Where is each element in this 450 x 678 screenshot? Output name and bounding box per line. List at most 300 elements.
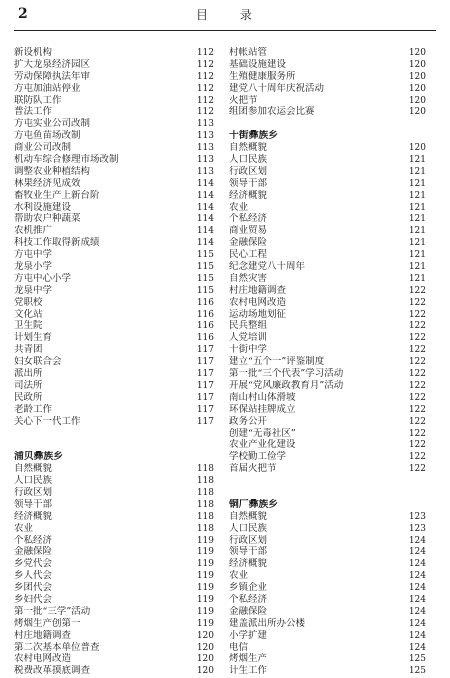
entry-title: 第一批“三个代表”学习活动 <box>229 368 344 380</box>
toc-column-right <box>229 47 426 677</box>
toc-entry[interactable] <box>14 225 214 237</box>
entry-page-number: 122 <box>408 440 426 451</box>
entry-title: 商业公司改制 <box>14 142 72 154</box>
entry-title: 经济概貌 <box>14 510 53 522</box>
toc-entry[interactable] <box>14 190 214 202</box>
toc-entry[interactable] <box>14 535 214 547</box>
entry-title: 关心下一代工作 <box>14 415 81 427</box>
toc-entry[interactable] <box>229 213 426 225</box>
toc-entry[interactable] <box>229 594 426 606</box>
entry-title: 金融保险 <box>229 237 268 249</box>
toc-entry[interactable] <box>14 83 214 95</box>
entry-title: 建党八十周年庆祝活动 <box>229 82 325 94</box>
entry-page-number: 119 <box>196 606 214 617</box>
entry-page-number: 117 <box>196 416 214 427</box>
toc-entry[interactable] <box>229 297 426 309</box>
entry-page-number: 118 <box>196 487 214 498</box>
entry-title: 人口民族 <box>14 475 53 487</box>
section-title: 十街彝族乡 <box>229 130 278 142</box>
toc-entry[interactable] <box>229 344 426 356</box>
entry-page-number: 116 <box>196 309 214 320</box>
entry-page-number: 122 <box>408 333 426 344</box>
toc-entry[interactable] <box>14 546 214 558</box>
toc-entry[interactable] <box>14 344 214 356</box>
spacer <box>14 439 214 451</box>
entry-title: 烤烟生产创第一 <box>14 617 81 629</box>
entry-title: 第二次基本单位普查 <box>14 641 100 653</box>
entry-page-number: 113 <box>196 166 214 177</box>
toc-entry[interactable] <box>14 142 214 154</box>
entry-title: 计生工作 <box>229 665 268 677</box>
entry-page-number: 124 <box>408 642 426 653</box>
entry-title: 农业产业化建设 <box>229 439 296 451</box>
toc-entry[interactable] <box>229 356 426 368</box>
toc-entry[interactable] <box>229 606 426 618</box>
entry-page-number: 124 <box>408 606 426 617</box>
entry-title: 机动车综合修理市场改制 <box>14 154 119 166</box>
entry-page-number: 112 <box>196 48 214 58</box>
spacer <box>14 428 214 440</box>
toc-entry[interactable] <box>14 392 214 404</box>
entry-title: 妇女联合会 <box>14 356 62 368</box>
toc-entry[interactable] <box>14 356 214 368</box>
entry-page-number: 117 <box>196 345 214 356</box>
toc-entry[interactable] <box>14 261 214 273</box>
entry-page-number: 124 <box>408 571 426 582</box>
entry-page-number: 117 <box>196 404 214 415</box>
toc-entry[interactable] <box>229 190 426 202</box>
entry-page-number: 117 <box>196 357 214 368</box>
toc-entry[interactable] <box>229 83 426 95</box>
toc-entry[interactable] <box>229 320 426 332</box>
entry-title: 文化站 <box>14 308 43 320</box>
toc-entry[interactable] <box>14 618 214 630</box>
entry-title: 农业 <box>229 201 249 213</box>
toc-entry[interactable] <box>14 653 214 665</box>
entry-title: 乡人代会 <box>14 570 53 582</box>
entry-page-number: 115 <box>196 273 214 284</box>
toc-entry[interactable] <box>229 368 426 380</box>
entry-page-number: 120 <box>408 71 426 82</box>
entry-title: 普法工作 <box>14 106 53 118</box>
entry-title: 环保站挂牌成立 <box>229 403 296 415</box>
entry-page-number: 124 <box>408 618 426 629</box>
entry-page-number: 119 <box>196 559 214 570</box>
toc-entry[interactable] <box>14 594 214 606</box>
toc-entry[interactable] <box>14 380 214 392</box>
section-title: 铜厂彝族乡 <box>229 498 278 510</box>
entry-title: 电信 <box>229 641 249 653</box>
entry-page-number: 124 <box>408 535 426 546</box>
toc-entry[interactable] <box>229 249 426 261</box>
entry-title: 人口民族 <box>229 154 268 166</box>
entry-title: 金融保险 <box>229 605 268 617</box>
entry-title: 人党培训 <box>229 332 268 344</box>
entry-page-number: 125 <box>408 666 426 677</box>
section-title: 浦贝彝族乡 <box>14 451 63 463</box>
entry-page-number: 112 <box>196 71 214 82</box>
entry-title: 第一批“三学”活动 <box>14 605 91 617</box>
entry-title: 方屯加油站停业 <box>14 82 81 94</box>
toc-entry[interactable] <box>14 523 214 535</box>
toc-entry[interactable] <box>14 642 214 654</box>
entry-page-number: 114 <box>196 190 214 201</box>
toc-entry[interactable] <box>14 368 214 380</box>
toc-entry[interactable] <box>229 237 426 249</box>
entry-page-number: 119 <box>196 583 214 594</box>
entry-title: 首届火把节 <box>229 463 277 475</box>
toc-entry[interactable] <box>14 285 214 297</box>
entry-title: 农业 <box>14 522 34 534</box>
entry-title: 农村电网改造 <box>14 653 72 665</box>
header-rule <box>14 30 436 31</box>
toc-entry[interactable] <box>14 249 214 261</box>
entry-page-number: 117 <box>196 380 214 391</box>
entry-title: 方屯中心小学 <box>14 272 72 284</box>
entry-page-number: 121 <box>408 273 426 284</box>
toc-entry[interactable] <box>14 202 214 214</box>
entry-title: 学校勤工俭学 <box>229 451 287 463</box>
toc-entry[interactable] <box>229 511 426 523</box>
entry-title: 个私经济 <box>229 213 268 225</box>
spacer <box>229 475 426 487</box>
entry-page-number: 112 <box>196 107 214 118</box>
entry-page-number: 113 <box>196 131 214 142</box>
entry-page-number: 122 <box>408 452 426 463</box>
toc-entry[interactable] <box>229 451 426 463</box>
toc-entry[interactable] <box>229 439 426 451</box>
toc-entry[interactable] <box>229 261 426 273</box>
entry-title: 经济概貌 <box>229 189 268 201</box>
entry-title: 调整农业种植结构 <box>14 165 91 177</box>
entry-page-number: 120 <box>196 654 214 665</box>
spacer <box>229 118 426 130</box>
entry-page-number: 120 <box>196 630 214 641</box>
entry-title: 领导干部 <box>229 546 268 558</box>
entry-page-number: 115 <box>196 285 214 296</box>
entry-title: 民政所 <box>14 391 43 403</box>
entry-page-number: 122 <box>408 345 426 356</box>
entry-title: 联防队工作 <box>14 94 62 106</box>
toc-entry[interactable] <box>229 630 426 642</box>
toc-entry[interactable] <box>14 630 214 642</box>
entry-page-number: 118 <box>196 464 214 475</box>
entry-page-number: 124 <box>408 594 426 605</box>
toc-entry[interactable] <box>229 95 426 107</box>
entry-page-number: 124 <box>408 630 426 641</box>
entry-page-number: 122 <box>408 392 426 403</box>
entry-title: 农业 <box>229 570 249 582</box>
entry-page-number: 121 <box>408 226 426 237</box>
entry-title: 小学扩建 <box>229 629 268 641</box>
entry-title: 劳动保障执法年审 <box>14 70 91 82</box>
entry-page-number: 115 <box>196 262 214 273</box>
entry-page-number: 118 <box>196 511 214 522</box>
entry-page-number: 122 <box>408 357 426 368</box>
toc-entry[interactable] <box>229 570 426 582</box>
entry-page-number: 123 <box>408 523 426 534</box>
toc-entry[interactable] <box>229 416 426 428</box>
entry-page-number: 122 <box>408 369 426 380</box>
entry-title: 南山村山体滑坡 <box>229 391 296 403</box>
entry-title: 行政区划 <box>14 486 53 498</box>
entry-page-number: 114 <box>196 178 214 189</box>
toc-entry[interactable] <box>14 154 214 166</box>
toc-entry[interactable] <box>14 582 214 594</box>
entry-title: 党职校 <box>14 296 43 308</box>
toc-entry[interactable] <box>14 309 214 321</box>
entry-title: 方屯实业公司改制 <box>14 118 91 130</box>
toc-entry[interactable] <box>229 428 426 440</box>
entry-page-number: 121 <box>408 178 426 189</box>
toc-entry[interactable] <box>14 237 214 249</box>
entry-page-number: 113 <box>196 155 214 166</box>
entry-title: 龙泉中学 <box>14 284 53 296</box>
entry-title: 共青团 <box>14 344 43 356</box>
entry-title: 基础设施建设 <box>229 58 287 70</box>
toc-entry[interactable] <box>229 665 426 677</box>
entry-page-number: 117 <box>196 369 214 380</box>
entry-page-number: 112 <box>196 59 214 70</box>
entry-page-number: 113 <box>196 143 214 154</box>
entry-title: 商业贸易 <box>229 225 268 237</box>
entry-title: 村庄地籍调查 <box>229 284 287 296</box>
entry-page-number: 124 <box>408 559 426 570</box>
toc-entry[interactable] <box>14 665 214 677</box>
entry-page-number: 120 <box>408 143 426 154</box>
entry-page-number: 116 <box>196 297 214 308</box>
entry-page-number: 122 <box>408 321 426 332</box>
entry-page-number: 119 <box>196 618 214 629</box>
toc-entry[interactable] <box>14 404 214 416</box>
toc-entry[interactable] <box>229 618 426 630</box>
section-heading <box>229 499 426 511</box>
toc-entry[interactable] <box>14 297 214 309</box>
toc-entry[interactable] <box>229 154 426 166</box>
entry-page-number: 122 <box>408 285 426 296</box>
entry-page-number: 124 <box>408 547 426 558</box>
entry-title: 派出所 <box>14 368 43 380</box>
entry-page-number: 124 <box>408 583 426 594</box>
entry-title: 扩大龙泉经济园区 <box>14 58 91 70</box>
toc-entry[interactable] <box>229 166 426 178</box>
entry-page-number: 121 <box>408 155 426 166</box>
entry-title: 经济概貌 <box>229 558 268 570</box>
entry-title: 农机推广 <box>14 225 53 237</box>
toc-entry[interactable] <box>229 178 426 190</box>
toc-entry[interactable] <box>14 606 214 618</box>
entry-page-number: 119 <box>196 594 214 605</box>
entry-page-number: 123 <box>408 511 426 522</box>
entry-page-number: 120 <box>408 107 426 118</box>
section-heading <box>14 451 214 463</box>
toc-entry[interactable] <box>14 463 214 475</box>
entry-title: 金融保险 <box>14 546 53 558</box>
toc-entry[interactable] <box>14 130 214 142</box>
entry-page-number: 120 <box>408 48 426 58</box>
toc-entry[interactable] <box>229 642 426 654</box>
toc-entry[interactable] <box>14 59 214 71</box>
toc-entry[interactable] <box>14 320 214 332</box>
entry-title: 十街中学 <box>229 344 268 356</box>
toc-entry[interactable] <box>14 166 214 178</box>
entry-title: 行政区划 <box>229 534 268 546</box>
entry-title: 老龄工作 <box>14 403 53 415</box>
entry-title: 方屯中学 <box>14 249 53 261</box>
entry-title: 建盖派出所办公楼 <box>229 617 306 629</box>
toc-entry[interactable] <box>229 59 426 71</box>
entry-page-number: 119 <box>196 571 214 582</box>
toc-entry[interactable] <box>14 47 214 59</box>
entry-page-number: 120 <box>408 59 426 70</box>
toc-entry[interactable] <box>14 570 214 582</box>
toc-entry[interactable] <box>14 416 214 428</box>
entry-page-number: 115 <box>196 250 214 261</box>
entry-page-number: 121 <box>408 202 426 213</box>
toc-entry[interactable] <box>229 380 426 392</box>
entry-page-number: 118 <box>196 523 214 534</box>
toc-entry[interactable] <box>229 332 426 344</box>
entry-title: 开展“党风廉政教育月”活动 <box>229 379 344 391</box>
entry-page-number: 122 <box>408 380 426 391</box>
entry-title: 组团参加农运会比赛 <box>229 106 315 118</box>
toc-entry[interactable] <box>14 213 214 225</box>
entry-title: 方屯鱼苗场改制 <box>14 130 81 142</box>
toc-entry[interactable] <box>229 582 426 594</box>
toc-entry[interactable] <box>229 106 426 118</box>
entry-page-number: 122 <box>408 404 426 415</box>
entry-page-number: 114 <box>196 202 214 213</box>
entry-page-number: 114 <box>196 214 214 225</box>
toc-entry[interactable] <box>229 273 426 285</box>
toc-entry[interactable] <box>229 47 426 59</box>
entry-page-number: 122 <box>408 309 426 320</box>
toc-entry[interactable] <box>229 653 426 665</box>
entry-title: 龙泉小学 <box>14 261 53 273</box>
toc-entry[interactable] <box>229 404 426 416</box>
toc-entry[interactable] <box>229 285 426 297</box>
toc-entry[interactable] <box>14 332 214 344</box>
entry-title: 农村电网改造 <box>229 296 287 308</box>
entry-page-number: 118 <box>196 476 214 487</box>
toc-entry[interactable] <box>229 71 426 83</box>
spacer <box>229 487 426 499</box>
entry-title: 生殖健康服务所 <box>229 70 296 82</box>
entry-page-number: 122 <box>408 297 426 308</box>
entry-title: 行政区划 <box>229 165 268 177</box>
entry-title: 司法所 <box>14 379 43 391</box>
toc-entry[interactable] <box>14 95 214 107</box>
toc-entry[interactable] <box>229 142 426 154</box>
entry-title: 新设机构 <box>14 47 53 58</box>
entry-title: 乡镇企业 <box>229 582 268 594</box>
entry-page-number: 121 <box>408 190 426 201</box>
entry-title: 政务公开 <box>229 415 268 427</box>
toc-entry[interactable] <box>229 558 426 570</box>
entry-title: 村帐站管 <box>229 47 268 58</box>
entry-title: 乡团代会 <box>14 582 53 594</box>
entry-title: 领导干部 <box>14 498 53 510</box>
toc-entry[interactable] <box>229 523 426 535</box>
entry-title: 乡党代会 <box>14 558 53 570</box>
entry-page-number: 113 <box>196 119 214 130</box>
toc-column-left <box>14 47 214 677</box>
entry-title: 科技工作取得新成绩 <box>14 237 100 249</box>
entry-title: 乡妇代会 <box>14 593 53 605</box>
entry-title: 领导干部 <box>229 177 268 189</box>
entry-title: 自然灾害 <box>229 272 268 284</box>
entry-title: 卫生院 <box>14 320 43 332</box>
toc-entry[interactable] <box>14 558 214 570</box>
entry-title: 水利设施建设 <box>14 201 72 213</box>
entry-page-number: 120 <box>408 83 426 94</box>
toc-entry[interactable] <box>14 118 214 130</box>
toc-entry[interactable] <box>14 106 214 118</box>
entry-title: 计划生育 <box>14 332 53 344</box>
entry-page-number: 122 <box>408 428 426 439</box>
entry-title: 个私经济 <box>229 593 268 605</box>
entry-page-number: 117 <box>196 392 214 403</box>
entry-page-number: 122 <box>408 464 426 475</box>
toc-entry[interactable] <box>14 499 214 511</box>
entry-page-number: 116 <box>196 321 214 332</box>
entry-title: 村庄地籍调查 <box>14 629 72 641</box>
entry-page-number: 125 <box>408 654 426 665</box>
entry-title: 个私经济 <box>14 534 53 546</box>
toc-entry[interactable] <box>229 202 426 214</box>
toc-entry[interactable] <box>229 546 426 558</box>
entry-title: 火把节 <box>229 94 258 106</box>
entry-page-number: 119 <box>196 547 214 558</box>
toc-entry[interactable] <box>14 178 214 190</box>
entry-page-number: 114 <box>196 238 214 249</box>
entry-title: 纪念建党八十周年 <box>229 261 306 273</box>
section-heading <box>229 130 426 142</box>
toc-entry[interactable] <box>229 463 426 475</box>
toc-entry[interactable] <box>14 487 214 499</box>
toc-entry[interactable] <box>14 71 214 83</box>
entry-title: 烤烟生产 <box>229 653 268 665</box>
entry-page-number: 121 <box>408 214 426 225</box>
entry-page-number: 118 <box>196 499 214 510</box>
entry-page-number: 114 <box>196 226 214 237</box>
toc-entry[interactable] <box>14 475 214 487</box>
entry-page-number: 112 <box>196 95 214 106</box>
entry-title: 人口民族 <box>229 522 268 534</box>
entry-page-number: 120 <box>196 642 214 653</box>
entry-title: 帮助农户种蔬菜 <box>14 213 81 225</box>
entry-title: 林果经济见成效 <box>14 177 81 189</box>
page-title: 目 录 <box>196 8 266 22</box>
toc-entry[interactable] <box>14 273 214 285</box>
entry-page-number: 121 <box>408 250 426 261</box>
entry-title: 自然概貌 <box>229 142 268 154</box>
entry-title: 畜牧业生产上新台阶 <box>14 189 100 201</box>
toc-entry[interactable] <box>229 309 426 321</box>
page-number: 2 <box>18 6 28 22</box>
entry-page-number: 122 <box>408 416 426 427</box>
toc-entry[interactable] <box>14 511 214 523</box>
entry-title: 建立“五个一”评鉴制度 <box>229 356 325 368</box>
toc-entry[interactable] <box>229 535 426 547</box>
toc-entry[interactable] <box>229 225 426 237</box>
entry-page-number: 121 <box>408 166 426 177</box>
entry-page-number: 120 <box>196 666 214 677</box>
entry-title: 民心工程 <box>229 249 268 261</box>
entry-title: 创建“无毒社区” <box>229 427 296 439</box>
entry-page-number: 112 <box>196 83 214 94</box>
toc-entry[interactable] <box>229 392 426 404</box>
